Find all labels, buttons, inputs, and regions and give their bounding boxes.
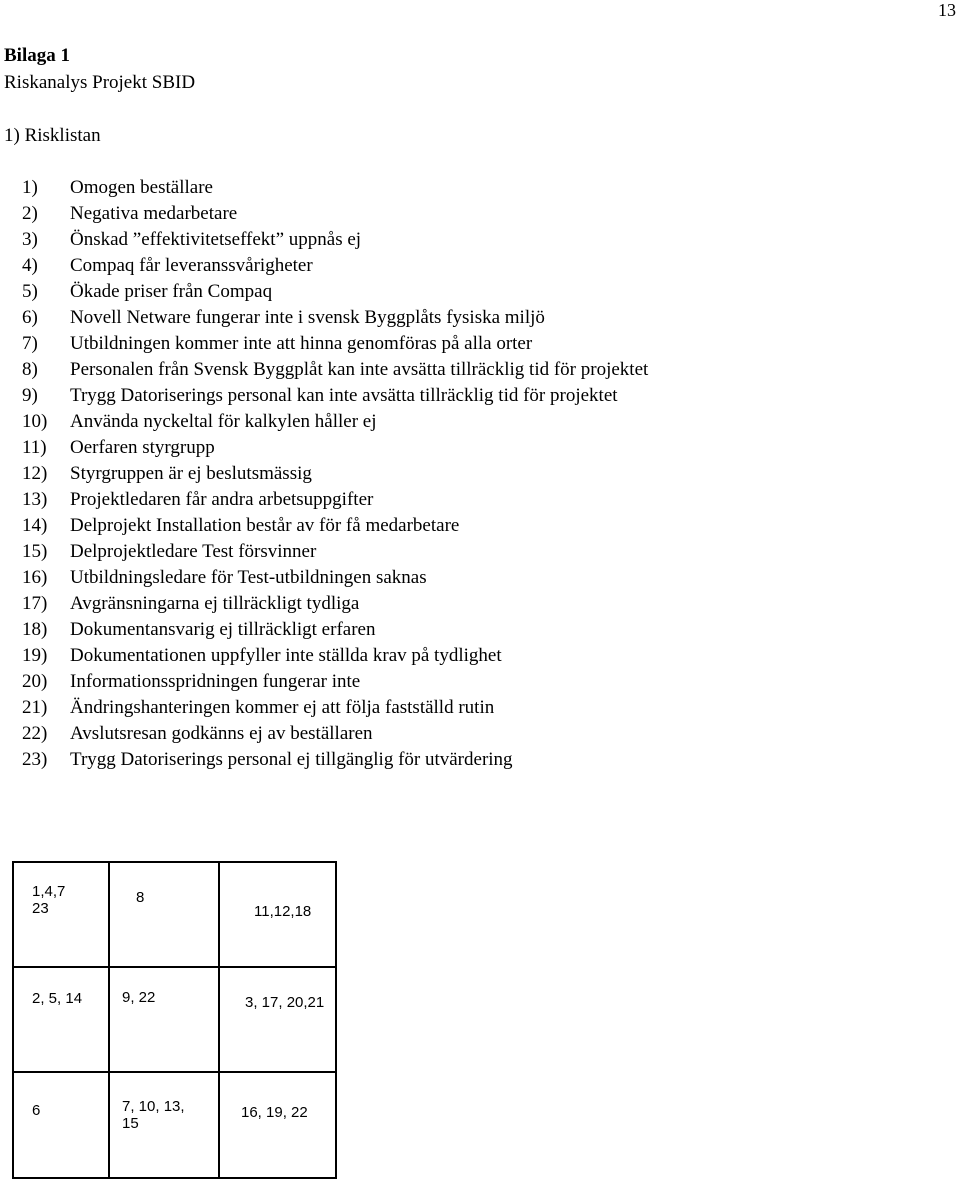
risk-matrix-cell-text: 11,12,18 bbox=[254, 903, 312, 920]
risk-number: 6) bbox=[22, 307, 38, 328]
risk-item bbox=[22, 175, 648, 201]
risk-number: 21) bbox=[22, 697, 48, 718]
risk-item bbox=[22, 565, 648, 591]
risk-number: 7) bbox=[22, 333, 38, 354]
section-heading: 1) Risklistan bbox=[4, 125, 101, 146]
risk-text: Utbildningsledare för Test-utbildningen saknas bbox=[70, 567, 427, 588]
risk-text: Trygg Datoriserings personal kan inte avsätta tillräcklig tid för projektet bbox=[70, 385, 618, 406]
risk-text: Delprojekt Installation består av för få medarbetare bbox=[70, 515, 460, 536]
risk-item bbox=[22, 201, 648, 227]
document-subtitle: Riskanalys Projekt SBID bbox=[4, 72, 196, 93]
risk-number: 3) bbox=[22, 229, 38, 250]
risk-number: 22) bbox=[22, 723, 48, 744]
risk-matrix-cell bbox=[220, 1073, 335, 1177]
risk-matrix-cell-text: 16, 19, 22 bbox=[241, 1104, 308, 1121]
risk-item bbox=[22, 669, 648, 695]
risk-number: 15) bbox=[22, 541, 48, 562]
risk-item bbox=[22, 617, 648, 643]
risk-text: Negativa medarbetare bbox=[70, 203, 238, 224]
risk-number: 10) bbox=[22, 411, 48, 432]
risk-item bbox=[22, 435, 648, 461]
risk-text: Önskad ”effektivitetseffekt” uppnås ej bbox=[70, 229, 362, 250]
risk-number: 16) bbox=[22, 567, 48, 588]
risk-item bbox=[22, 513, 648, 539]
risk-matrix bbox=[12, 861, 337, 1179]
risk-number: 14) bbox=[22, 515, 48, 536]
risk-number: 8) bbox=[22, 359, 38, 380]
risk-item bbox=[22, 357, 648, 383]
risk-text: Compaq får leveranssvårigheter bbox=[70, 255, 313, 276]
risk-item bbox=[22, 643, 648, 669]
risk-list bbox=[22, 175, 648, 773]
risk-item bbox=[22, 383, 648, 409]
risk-matrix-cell bbox=[14, 863, 110, 968]
risk-item bbox=[22, 747, 648, 773]
risk-text: Avslutsresan godkänns ej av beställaren bbox=[70, 723, 373, 744]
risk-item bbox=[22, 305, 648, 331]
risk-item bbox=[22, 331, 648, 357]
risk-matrix-cell-text: 2, 5, 14 bbox=[32, 990, 83, 1007]
risk-item bbox=[22, 695, 648, 721]
risk-matrix-cell bbox=[110, 863, 220, 968]
risk-number: 1) bbox=[22, 177, 38, 198]
risk-item bbox=[22, 279, 648, 305]
risk-matrix-cell-text: 1,4,7 23 bbox=[32, 883, 66, 917]
risk-number: 11) bbox=[22, 437, 47, 458]
risk-number: 9) bbox=[22, 385, 38, 406]
risk-item bbox=[22, 721, 648, 747]
risk-matrix-cell-text: 3, 17, 20,21 bbox=[245, 994, 325, 1011]
page-number: 13 bbox=[938, 0, 956, 20]
risk-text: Avgränsningarna ej tillräckligt tydliga bbox=[70, 593, 360, 614]
risk-matrix-cell-text: 7, 10, 13, 15 bbox=[122, 1098, 185, 1132]
risk-text: Projektledaren får andra arbetsuppgifter bbox=[70, 489, 374, 510]
risk-text: Trygg Datoriserings personal ej tillgänglig för utvärdering bbox=[70, 749, 513, 770]
risk-number: 17) bbox=[22, 593, 48, 614]
risk-matrix-cell-text: 9, 22 bbox=[122, 989, 156, 1006]
risk-matrix-cell bbox=[14, 968, 110, 1073]
risk-text: Dokumentationen uppfyller inte ställda krav på tydlighet bbox=[70, 645, 502, 666]
risk-matrix-cell bbox=[14, 1073, 110, 1177]
risk-matrix-cell-text: 6 bbox=[32, 1102, 41, 1119]
risk-number: 5) bbox=[22, 281, 38, 302]
risk-matrix-cell-text: 8 bbox=[136, 889, 145, 906]
risk-text: Oerfaren styrgrupp bbox=[70, 437, 215, 458]
risk-item bbox=[22, 539, 648, 565]
risk-number: 13) bbox=[22, 489, 48, 510]
risk-text: Ändringshanteringen kommer ej att följa fastställd rutin bbox=[70, 697, 495, 718]
risk-number: 19) bbox=[22, 645, 48, 666]
risk-matrix-cell bbox=[110, 1073, 220, 1177]
risk-text: Omogen beställare bbox=[70, 177, 213, 198]
risk-text: Delprojektledare Test försvinner bbox=[70, 541, 317, 562]
risk-number: 2) bbox=[22, 203, 38, 224]
risk-item bbox=[22, 253, 648, 279]
appendix-title: Bilaga 1 bbox=[4, 45, 70, 66]
risk-text: Novell Netware fungerar inte i svensk Byggplåts fysiska miljö bbox=[70, 307, 545, 328]
risk-number: 18) bbox=[22, 619, 48, 640]
risk-matrix-cell bbox=[220, 968, 335, 1073]
risk-number: 20) bbox=[22, 671, 48, 692]
risk-item bbox=[22, 487, 648, 513]
risk-number: 23) bbox=[22, 749, 48, 770]
risk-text: Använda nyckeltal för kalkylen håller ej bbox=[70, 411, 377, 432]
risk-item bbox=[22, 591, 648, 617]
risk-text: Utbildningen kommer inte att hinna genomföras på alla orter bbox=[70, 333, 533, 354]
risk-text: Informationsspridningen fungerar inte bbox=[70, 671, 361, 692]
risk-text: Dokumentansvarig ej tillräckligt erfaren bbox=[70, 619, 376, 640]
risk-item bbox=[22, 227, 648, 253]
risk-item bbox=[22, 409, 648, 435]
risk-matrix-cell bbox=[220, 863, 335, 968]
risk-text: Styrgruppen är ej beslutsmässig bbox=[70, 463, 312, 484]
risk-text: Personalen från Svensk Byggplåt kan inte avsätta tillräcklig tid för projektet bbox=[70, 359, 649, 380]
risk-number: 4) bbox=[22, 255, 38, 276]
risk-matrix-cell bbox=[110, 968, 220, 1073]
risk-text: Ökade priser från Compaq bbox=[70, 281, 273, 302]
risk-item bbox=[22, 461, 648, 487]
risk-number: 12) bbox=[22, 463, 48, 484]
